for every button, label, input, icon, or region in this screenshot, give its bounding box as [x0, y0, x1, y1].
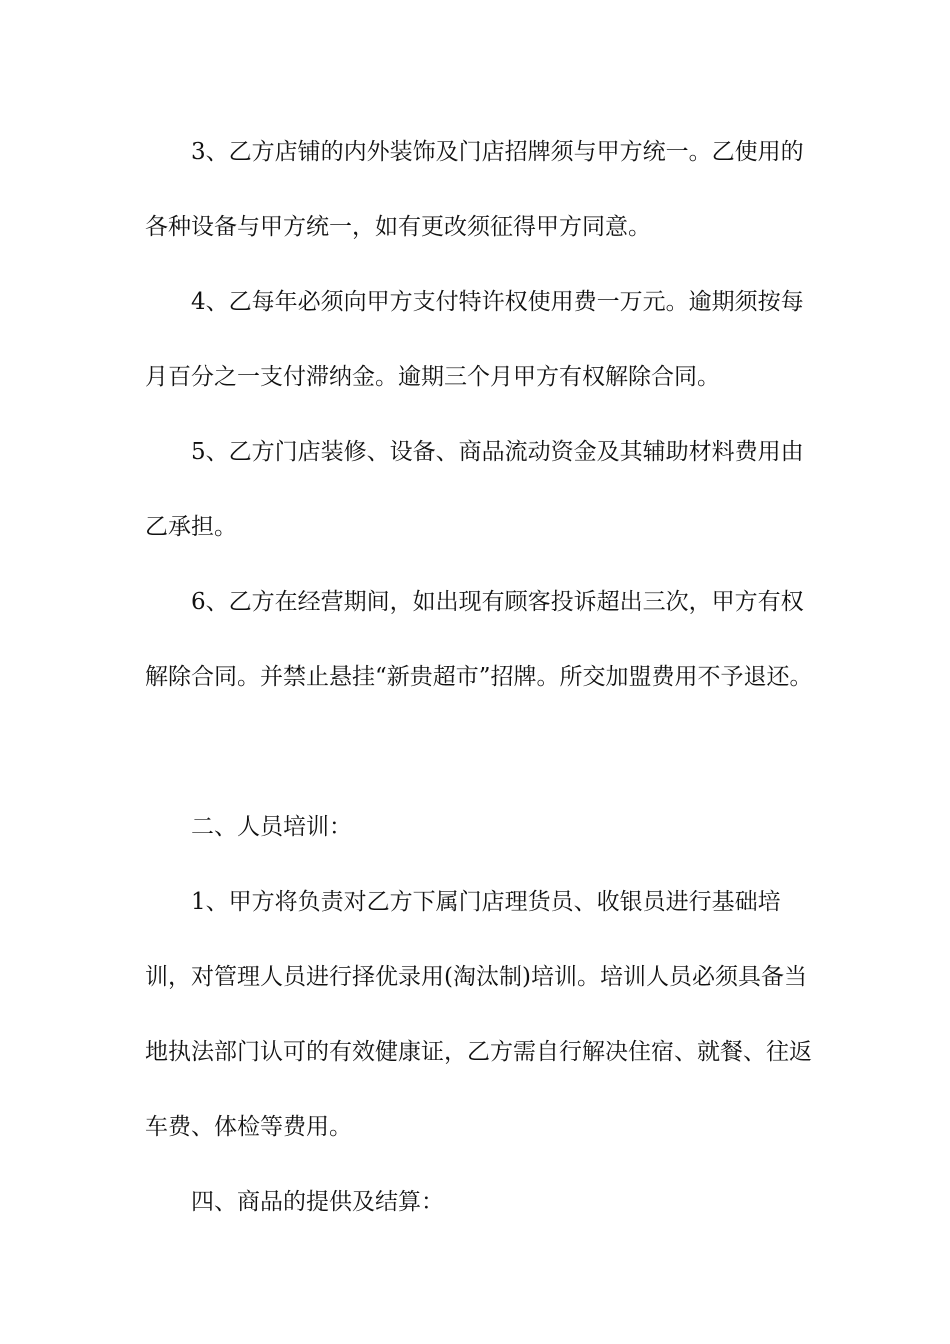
- paragraph-clause-6: 6、乙方在经营期间，如出现有顾客投诉超出三次，甲方有权解除合同。并禁止悬挂“新贵超市”招牌。所交加盟费用不予退还。: [145, 589, 813, 690]
- paragraph-clause-4: 4、乙每年必须向甲方支付特许权使用费一万元。逾期须按每月百分之一支付滞纳金。逾期三个月甲方有权解除合同。: [145, 289, 804, 390]
- section-heading-staff-training: 二、人员培训：: [191, 814, 352, 840]
- paragraph-clause-5: 5、乙方门店装修、设备、商品流动资金及其辅助材料费用由乙承担。: [145, 439, 804, 540]
- section-heading-goods-settlement: 四、商品的提供及结算：: [191, 1189, 444, 1215]
- paragraph-clause-3: 3、乙方店铺的内外装饰及门店招牌须与甲方统一。乙使用的各种设备与甲方统一，如有更改须征得甲方同意。: [145, 139, 804, 240]
- paragraph-training-1: 1、甲方将负责对乙方下属门店理货员、收银员进行基础培训，对管理人员进行择优录用(淘汰制)培训。培训人员必须具备当地执法部门认可的有效健康证，乙方需自行解决住宿、就餐、往返车费、体检等费用。: [145, 889, 812, 1140]
